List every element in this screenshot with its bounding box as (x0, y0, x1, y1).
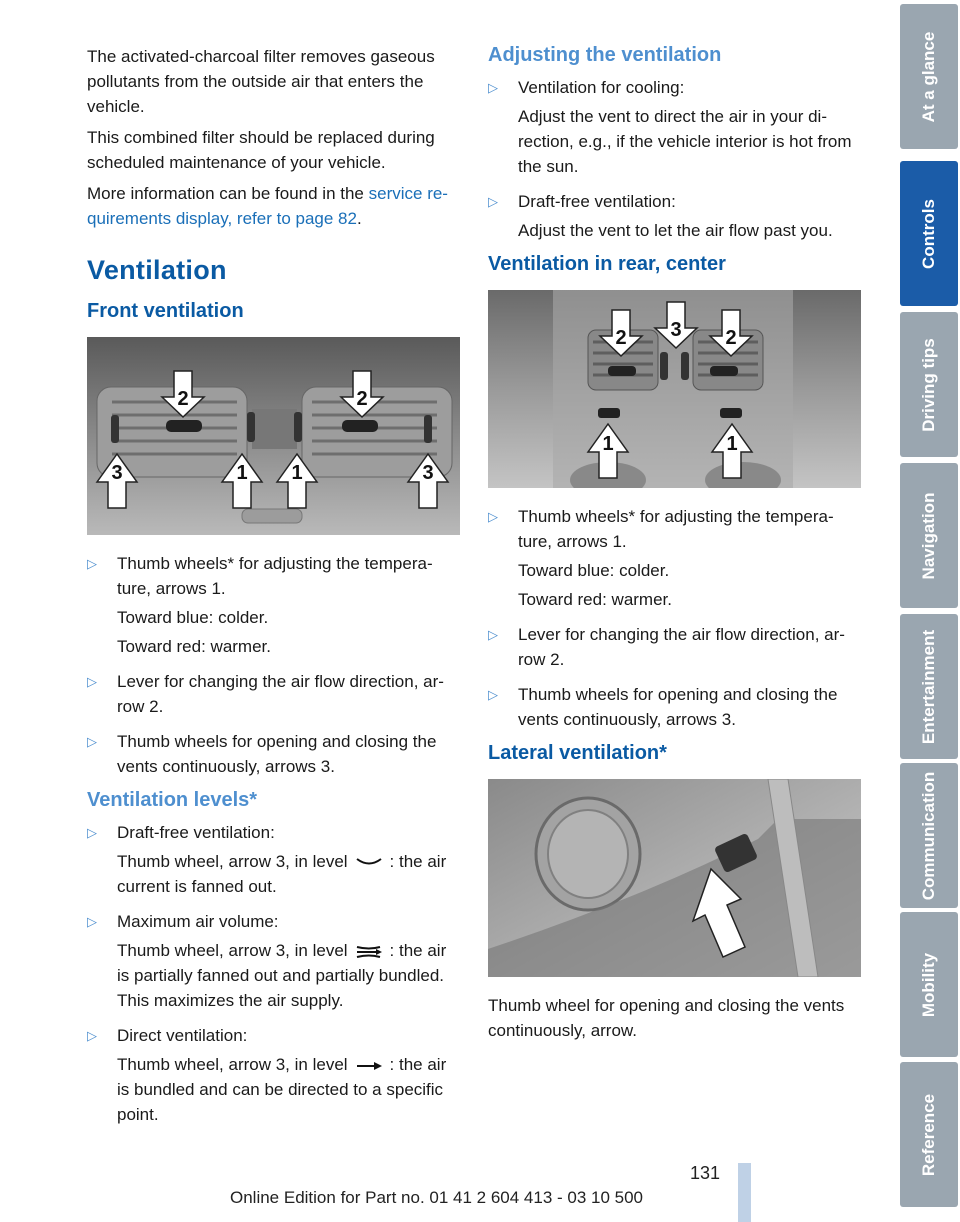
list-item-text: Thumb wheels* for adjusting the tempera-ture, arrows 1. (518, 507, 834, 551)
list-item-text: Thumb wheels* for adjusting the tempera-ture, arrows 1. (117, 554, 433, 598)
tab-label: Entertainment (919, 629, 938, 744)
ventilation-levels-list (87, 820, 462, 1127)
list-item-title: Draft-free ventilation: (518, 192, 676, 211)
more-info-paragraph (87, 181, 462, 231)
front-ventilation-list (87, 551, 462, 779)
list-item (87, 820, 462, 899)
tab-label: Driving tips (919, 337, 938, 432)
list-item-text: Thumb wheels for opening and closing the vents continuously, arrows 3. (518, 685, 838, 729)
fanned-air-icon (354, 855, 384, 871)
tab-label: At a glance (919, 31, 938, 122)
level-text-post: : the air current is fanned out. (117, 852, 447, 896)
list-item (87, 669, 462, 719)
tab-navigation[interactable] (900, 463, 958, 608)
triangle-bullet-icon: ▷ (87, 825, 97, 840)
tab-label: Controls (919, 198, 938, 269)
level-text-post: : the air is partially fanned out and partially bundled. This maximizes the air supply. (117, 941, 447, 1010)
ventilation-levels-heading: Ventilation levels* (87, 789, 258, 811)
callout-label: 3 (422, 462, 434, 484)
list-item-text: Adjust the vent to direct the air in your di-rection, e.g., if the vehicle interior is hot from the sun. (518, 107, 852, 176)
right-column (488, 44, 863, 1049)
list-item-subtext: Toward red: warmer. (518, 590, 672, 609)
list-item (87, 909, 462, 1013)
lateral-ventilation-image (488, 779, 861, 977)
callout-label: 1 (291, 462, 303, 484)
level-text-pre: Thumb wheel, arrow 3, in level (117, 941, 348, 960)
intro-paragraph: This combined filter should be replaced during scheduled maintenance of your vehicle. (87, 128, 435, 172)
list-item-text (117, 849, 462, 899)
list-item-text (117, 938, 462, 1013)
callout-label: 2 (177, 388, 189, 410)
mixed-air-icon (354, 944, 384, 960)
section-heading: Ventilation (87, 255, 227, 285)
triangle-bullet-icon: ▷ (87, 674, 97, 689)
triangle-bullet-icon: ▷ (87, 556, 97, 571)
bundled-air-icon (354, 1058, 384, 1074)
triangle-bullet-icon: ▷ (87, 914, 97, 929)
left-column (87, 44, 462, 1137)
more-info-text: More information can be found in the (87, 184, 369, 203)
list-item (488, 622, 863, 672)
triangle-bullet-icon: ▷ (488, 80, 498, 95)
list-item (488, 75, 863, 179)
list-item (87, 729, 462, 779)
list-item-title: Direct ventilation: (117, 1026, 248, 1045)
tab-communication[interactable] (900, 763, 958, 908)
triangle-bullet-icon: ▷ (87, 734, 97, 749)
list-item (488, 682, 863, 732)
callout-label: 3 (670, 319, 682, 341)
tab-at-a-glance[interactable] (900, 4, 958, 149)
callout-label: 1 (602, 433, 614, 455)
tab-reference[interactable] (900, 1062, 958, 1207)
tab-label: Communication (919, 771, 938, 900)
rear-ventilation-heading: Ventilation in rear, center (488, 253, 726, 275)
page-number: 131 (690, 1163, 721, 1183)
list-item-text: Lever for changing the air flow direction, ar-row 2. (518, 625, 845, 669)
adjusting-ventilation-heading: Adjusting the ventilation (488, 44, 722, 66)
tab-label: Reference (919, 1093, 938, 1176)
callout-label: 2 (615, 327, 627, 349)
triangle-bullet-icon: ▷ (488, 509, 498, 524)
tab-controls[interactable] (900, 161, 958, 306)
tab-mobility[interactable] (900, 912, 958, 1057)
level-text-pre: Thumb wheel, arrow 3, in level (117, 1055, 348, 1074)
callout-label: 2 (356, 388, 368, 410)
list-item-text: Lever for changing the air flow direction, ar-row 2. (117, 672, 444, 716)
tab-label: Mobility (919, 952, 938, 1017)
level-text-pre: Thumb wheel, arrow 3, in level (117, 852, 348, 871)
list-item-text (117, 1052, 462, 1127)
list-item-text: Adjust the vent to let the air flow past you. (518, 221, 833, 240)
list-item (87, 1023, 462, 1127)
list-item-title: Maximum air volume: (117, 912, 279, 931)
tab-driving-tips[interactable] (900, 312, 958, 457)
tab-label: Navigation (919, 492, 938, 579)
page-number-bar (738, 1163, 751, 1222)
front-ventilation-heading: Front ventilation (87, 300, 244, 322)
callout-label: 2 (725, 327, 737, 349)
service-requirements-link[interactable]: service re-quirements display, refer to page 82 (87, 184, 448, 228)
lateral-ventilation-heading: Lateral ventilation* (488, 742, 667, 764)
callout-label: 1 (726, 433, 738, 455)
list-item-subtext: Toward blue: colder. (117, 608, 269, 627)
chapter-tabs (898, 0, 960, 1222)
list-item (87, 551, 462, 659)
rear-ventilation-list (488, 504, 863, 732)
callout-label: 3 (111, 462, 123, 484)
more-info-suffix: . (356, 209, 362, 228)
triangle-bullet-icon: ▷ (488, 687, 498, 702)
list-item-title: Draft-free ventilation: (117, 823, 275, 842)
list-item (488, 189, 863, 243)
footer-text: Online Edition for Part no. 01 41 2 604 413 - 03 10 500 (230, 1188, 644, 1207)
triangle-bullet-icon: ▷ (488, 627, 498, 642)
adjusting-list (488, 75, 863, 243)
intro-paragraph: The activated-charcoal filter removes gaseous pollutants from the outside air that enters the vehicle. (87, 47, 435, 116)
list-item-title: Ventilation for cooling: (518, 78, 685, 97)
list-item-subtext: Toward red: warmer. (117, 637, 271, 656)
level-text-post: : the air is bundled and can be directed to a specific point. (117, 1055, 447, 1124)
list-item-subtext: Toward blue: colder. (518, 561, 670, 580)
triangle-bullet-icon: ▷ (87, 1028, 97, 1043)
callout-label: 1 (236, 462, 248, 484)
front-ventilation-image (87, 337, 460, 535)
tab-entertainment[interactable] (900, 614, 958, 759)
lateral-caption: Thumb wheel for opening and closing the vents continuously, arrow. (488, 996, 845, 1040)
list-item (488, 504, 863, 612)
list-item-text: Thumb wheels for opening and closing the vents continuously, arrows 3. (117, 732, 437, 776)
rear-ventilation-image (488, 290, 861, 488)
triangle-bullet-icon: ▷ (488, 194, 498, 209)
